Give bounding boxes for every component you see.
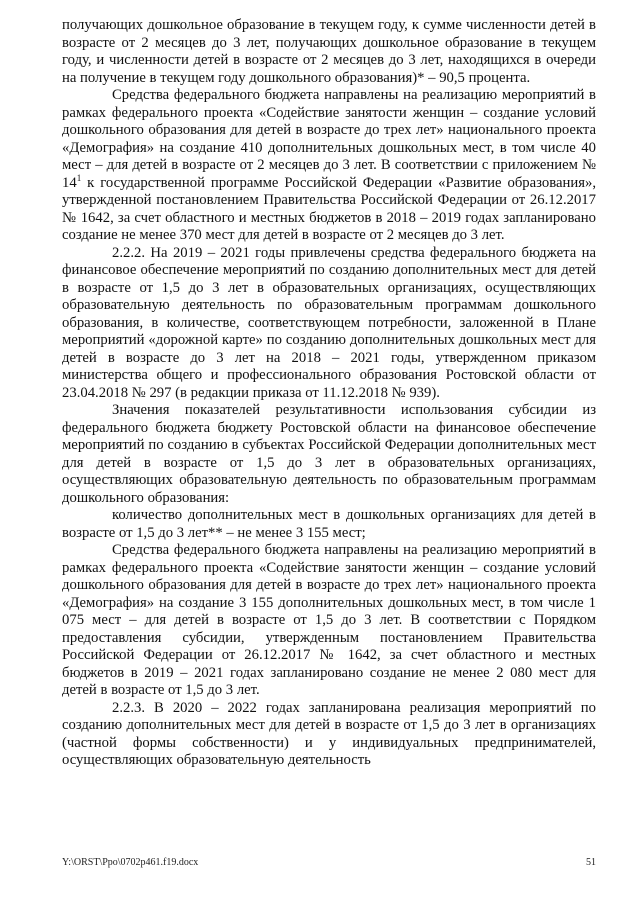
- paragraph-5: количество дополнительных мест в дошкольных организациях для детей в возрасте от 1,5 до 3 лет** – не менее 3 155 мест;: [62, 507, 596, 541]
- paragraph-1: получающих дошкольное образование в текущем году, к сумме численности детей в возрасте от 2 месяцев до 3 лет, получающих дошкольное образование в текущем году, и численности детей в возрасте от 2 месяцев до 3 лет, находящихся в очереди на получение в текущем году дошкольного образования)* – 90,5 процента.: [62, 17, 596, 86]
- paragraph-2-part-2: к государственной программе Российской Федерации «Развитие образования», утвержденной постановлением Правительства Российской Федерации от 26.12.2017 № 1642, за счет областного и местных бюджетов в 2018 – 2019 годах запланировано создание не менее 370 мест для детей в возрасте от 2 месяцев до 3 лет.: [62, 174, 596, 243]
- paragraph-7: 2.2.3. В 2020 – 2022 годах запланирована реализация мероприятий по созданию дополнительных мест для детей в возрасте от 1,5 до 3 лет в организациях (частной формы собственности) и у индивидуальных предпринимателей, осуществляющих образовательную деятельность: [62, 699, 596, 768]
- paragraph-4: Значения показателей результативности использования субсидии из федерального бюджета бюджету Ростовской области на финансовое обеспечение мероприятий по созданию в субъектах Российской Федерации дополнительных мест для детей в возрасте от 1,5 до 3 лет в образовательных организациях, осуществляющих образовательную деятельность по образовательным программам дошкольного образования:: [62, 402, 596, 506]
- paragraph-2-part-1: Средства федерального бюджета направлены на реализацию мероприятий в рамках федерального проекта «Содействие занятости женщин – создание условий дошкольного образования для детей в возрасте до трех лет» национального проекта «Демография» на создание 410 дополнительных дошкольных мест, в том числе 40 мест – для детей в возрасте от 2 месяцев до 3 лет. В соответствии с приложением № 14: [62, 87, 596, 191]
- paragraph-3: 2.2.2. На 2019 – 2021 годы привлечены средства федерального бюджета на финансовое обеспечение мероприятий по созданию дополнительных мест для детей в возрасте от 1,5 до 3 лет в образовательных организациях, осуществляющих образовательную деятельность по образовательным программам дошкольного образования, в количестве, соответствующем потребности, заложенной в Плане мероприятий «дорожной карте» по созданию дополнительных дошкольных мест для детей в возрасте до 3 лет на 2018 – 2021 годы, утвержденном приказом министерства общего и профессионального образования Ростовской области от 23.04.2018 № 297 (в редакции приказа от 11.12.2018 № 939).: [62, 244, 596, 401]
- page-number: 51: [586, 857, 596, 868]
- file-path: Y:\ORST\Ppo\0702p461.f19.docx: [62, 857, 199, 868]
- page-footer: [62, 857, 596, 871]
- footnote-marker: 1: [76, 172, 82, 183]
- document-body: [62, 17, 596, 770]
- paragraph-2: [62, 87, 596, 245]
- paragraph-6: Средства федерального бюджета направлены на реализацию мероприятий в рамках федерального проекта «Содействие занятости женщин – создание условий дошкольного образования для детей в возрасте до трех лет» национального проекта «Демография» на создание 3 155 дополнительных дошкольных мест, в том числе 1 075 мест – для детей в возрасте от 1,5 до 3 лет. В соответствии с Порядком предоставления субсидии, утвержденным постановлением Правительства Российской Федерации от 26.12.2017 № 1642, за счет областного и местных бюджетов в 2019 – 2021 годах запланировано создание не менее 2 080 мест для детей в возрасте от 1,5 до 3 лет.: [62, 542, 596, 698]
